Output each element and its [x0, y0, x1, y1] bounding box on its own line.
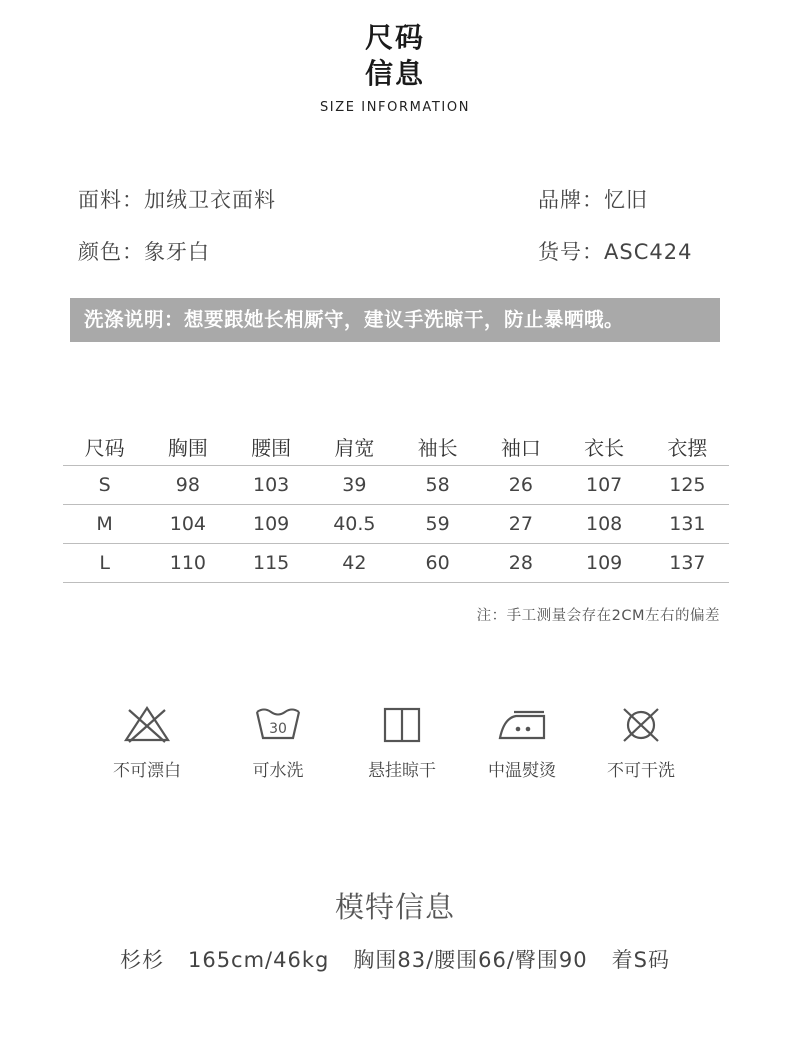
hang-dry-icon: [376, 704, 428, 744]
table-cell: 109: [585, 552, 623, 574]
table-cell: 58: [425, 474, 450, 496]
size-table-header: [63, 432, 729, 466]
table-cell: 107: [585, 474, 623, 496]
table-cell: 42: [342, 552, 367, 574]
table-cell: 27: [508, 513, 533, 535]
header-cell: 衣摆: [667, 436, 708, 460]
table-cell: 103: [252, 474, 290, 496]
page-title-line2: 信息: [364, 57, 425, 90]
table-cell: 131: [669, 513, 706, 535]
model-measurements: 胸围83/腰围66/臀围90: [353, 948, 588, 972]
item-number-info: 货号：ASC424: [538, 240, 693, 264]
table-cell: 110: [169, 552, 206, 574]
table-cell: 59: [425, 513, 450, 535]
care-label: 中温熨烫: [488, 761, 556, 781]
header-cell: 袖长: [417, 436, 458, 460]
no-bleach-icon: [121, 704, 173, 744]
table-cell: M: [96, 513, 113, 535]
table-cell: 39: [342, 474, 367, 496]
fabric-info: 面料：加绒卫衣面料: [78, 188, 276, 212]
table-cell: L: [99, 552, 110, 574]
table-cell: 137: [669, 552, 706, 574]
iron-medium-icon: [496, 704, 548, 744]
care-label: 不可漂白: [113, 761, 181, 781]
care-label: 不可干洗: [607, 761, 675, 781]
table-cell: 109: [252, 513, 290, 535]
model-info: [0, 944, 790, 974]
measurement-note: 注：手工测量会存在2CM左右的偏差: [476, 608, 720, 624]
table-cell: 125: [669, 474, 706, 496]
header-cell: 尺码: [84, 436, 125, 460]
model-size-worn: 着S码: [611, 948, 671, 972]
header-cell: 腰围: [251, 436, 292, 460]
header-cell: 肩宽: [334, 436, 375, 460]
table-row: [63, 505, 729, 544]
care-item-hang-dry: [347, 704, 457, 781]
header-cell: 袖口: [500, 436, 541, 460]
care-item-no-bleach: [92, 704, 202, 781]
table-cell: S: [98, 474, 111, 496]
care-item-medium-iron: [467, 704, 577, 781]
table-row: [63, 466, 729, 505]
size-table: [63, 432, 729, 583]
table-row: [63, 544, 729, 583]
brand-info: 品牌：忆旧: [538, 188, 648, 212]
table-cell: 26: [508, 474, 533, 496]
wash-temperature-text: 30: [269, 721, 287, 737]
wash-30-icon: [252, 704, 304, 744]
table-cell: 104: [169, 513, 206, 535]
model-name: 杉杉: [119, 948, 164, 972]
care-item-hand-wash: [223, 704, 333, 781]
color-info: 颜色：象牙白: [78, 240, 210, 264]
table-cell: 108: [585, 513, 623, 535]
wash-instructions-banner: 洗涤说明：想要跟她长相厮守，建议手洗晾干，防止暴晒哦。: [70, 298, 720, 342]
table-cell: 60: [425, 552, 450, 574]
care-label: 悬挂晾干: [368, 761, 436, 781]
table-cell: 40.5: [333, 513, 376, 535]
table-cell: 115: [252, 552, 290, 574]
page-title-line1: 尺码: [364, 21, 425, 54]
model-section-title: 模特信息: [334, 890, 455, 924]
care-label: 可水洗: [252, 761, 304, 781]
care-item-no-dry-clean: [586, 704, 696, 781]
page-subtitle: SIZE INFORMATION: [319, 100, 471, 115]
no-dry-clean-icon: [615, 704, 667, 744]
header-cell: 胸围: [167, 436, 208, 460]
model-height-weight: 165cm/46kg: [187, 948, 330, 972]
table-cell: 98: [175, 474, 200, 496]
header-cell: 衣长: [584, 436, 625, 460]
table-cell: 28: [508, 552, 533, 574]
